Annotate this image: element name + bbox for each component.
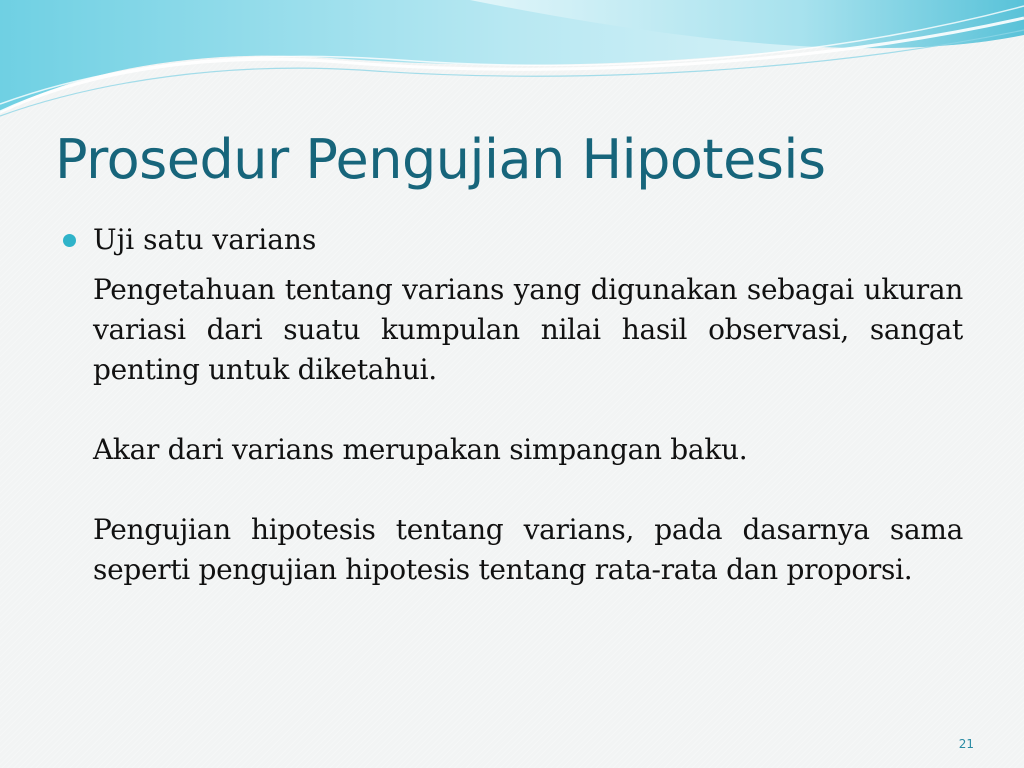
paragraph-1: Pengetahuan tentang varians yang digunakan sebagai ukuran variasi dari suatu kumpulan nilai hasil observasi, sangat penting untuk diketahui. [93,273,963,386]
slide-title: Prosedur Pengujian Hipotesis [55,128,826,191]
bullet-text: Uji satu varians [93,223,317,256]
bullet-dot-icon [63,234,76,247]
paragraph-3: Pengujian hipotesis tentang varians, pada dasarnya sama seperti pengujian hipotesis tentang rata-rata dan proporsi. [93,513,963,586]
bullet-item [93,220,963,260]
page-number: 21 [958,737,974,751]
slide-content [93,220,963,590]
header-wave-decoration [0,0,1024,130]
paragraph-2: Akar dari varians merupakan simpangan baku. [93,433,748,466]
